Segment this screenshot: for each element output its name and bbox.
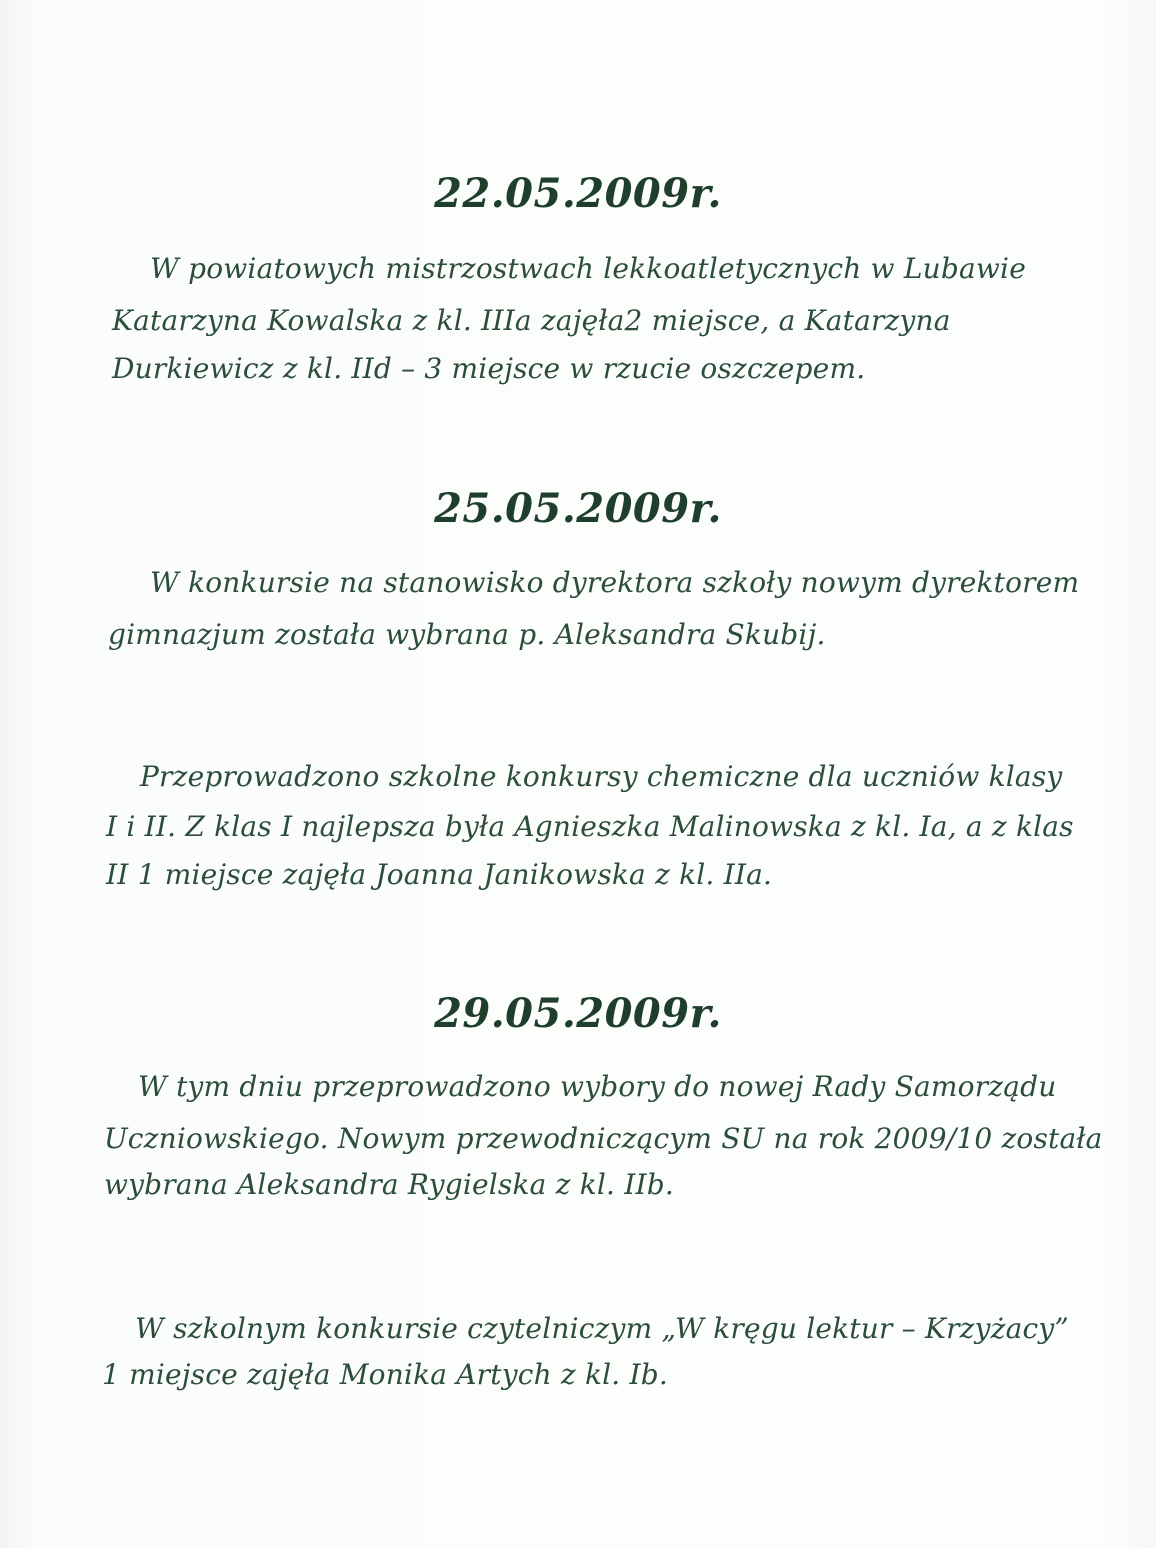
- paragraph-line: wybrana Aleksandra Rygielska z kl. IIb.: [104, 1168, 674, 1201]
- paragraph-line: W szkolnym konkursie czytelniczym „W kręgu lektur – Krzyżacy”: [135, 1312, 1069, 1345]
- paragraph-line: W konkursie na stanowisko dyrektora szkoły nowym dyrektorem: [150, 566, 1080, 599]
- entry-date: 22.05.2009r.: [434, 170, 722, 217]
- paragraph-line: Katarzyna Kowalska z kl. IIIa zajęła2 miejsce, a Katarzyna: [112, 304, 951, 337]
- entry-date: 25.05.2009r.: [434, 485, 722, 532]
- paragraph-line: W tym dniu przeprowadzono wybory do nowej Rady Samorządu: [138, 1070, 1057, 1103]
- paragraph-line: gimnazjum została wybrana p. Aleksandra Skubij.: [108, 618, 826, 651]
- paragraph-line: Uczniowskiego. Nowym przewodniczącym SU na rok 2009/10 została: [104, 1122, 1103, 1155]
- paragraph-line: Durkiewicz z kl. IId – 3 miejsce w rzucie oszczepem.: [112, 352, 866, 385]
- paragraph-line: II 1 miejsce zajęła Joanna Janikowska z kl. IIa.: [106, 858, 773, 891]
- entry-date: 29.05.2009r.: [434, 990, 722, 1037]
- paragraph-line: 1 miejsce zajęła Monika Artych z kl. Ib.: [102, 1358, 668, 1391]
- paragraph-line: W powiatowych mistrzostwach lekkoatletycznych w Lubawie: [150, 252, 1026, 285]
- paragraph-line: Przeprowadzono szkolne konkursy chemiczne dla uczniów klasy: [140, 760, 1063, 793]
- paragraph-line: I i II. Z klas I najlepsza była Agnieszka Malinowska z kl. Ia, a z klas: [106, 810, 1074, 843]
